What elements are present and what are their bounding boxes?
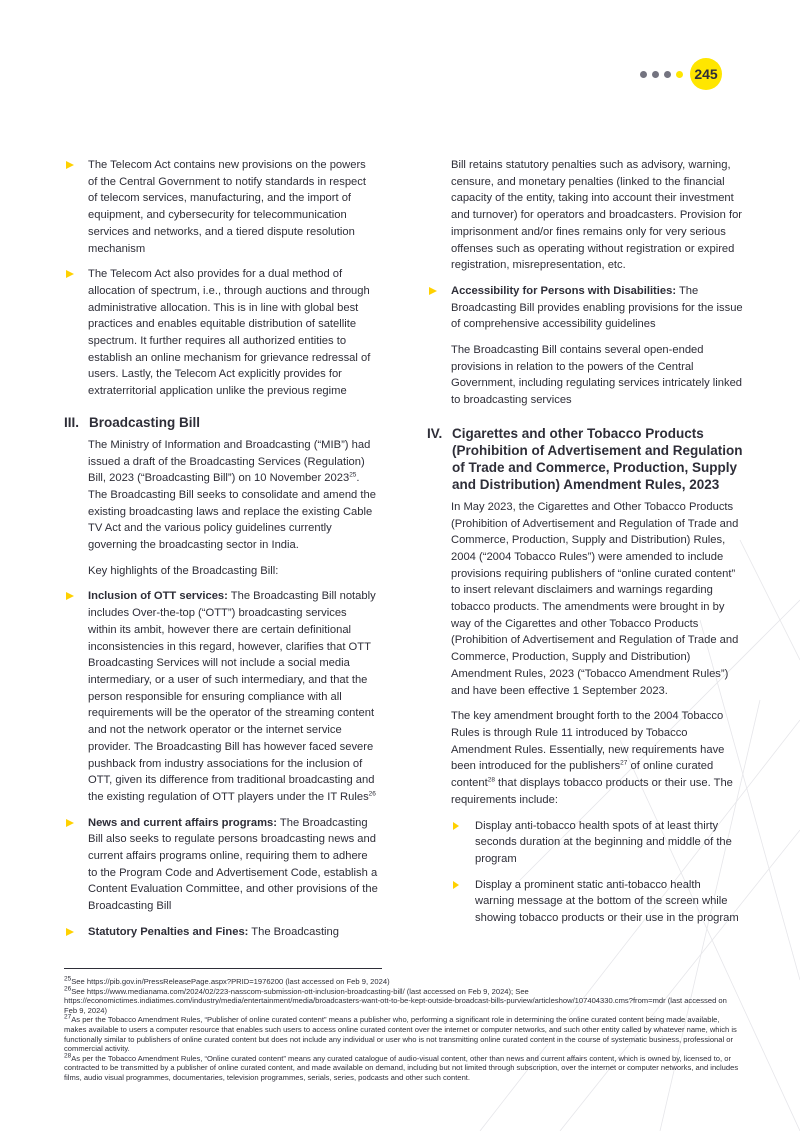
bullet-triangle-icon	[453, 822, 459, 830]
section-number: III.	[64, 414, 80, 430]
footnotes	[64, 977, 740, 1083]
page-number: 245	[690, 58, 722, 90]
bullet-text: The Telecom Act contains new provisions on the powers of the Central Government to notify standards in respect of telecom services, manufacturing, and the import of equipment, and cybersecurity for telecommunication services and networks, and a tiered dispute resolution mechanism	[88, 159, 366, 255]
bullet-item-news	[64, 815, 378, 915]
paragraph-continued: Bill retains statutory penalties such as advisory, warning, censure, and monetary penalties (linked to the financial capacity of the entity, taking into account their investment and turnover) for operators and broadcasters. Provision for imprisonment and/or fines remains only for very serious offenses such as operating without registration or expired registration, misrepresentation, etc.	[451, 159, 743, 272]
section-title: Cigarettes and other Tobacco Products (Prohibition of Advertisement and Regulation of Trade and Commerce, Production, Supply and Distribution) Amendment Rules, 2023	[452, 425, 743, 492]
footnote: $^{28}$As per the Tobacco Amendment Rules, “Online curated content” means any curated catalogue of audio-visual content, other than news and current affairs content, which is owned by, licensed to, or contracted to be transmitted by a publisher of online curated content, and made available on demand, including but not limited through subscription, over the internet or computer networks, and includes films, audio visual programmes, documentaries, television programmes, serials, series, podcasts and other such content.	[64, 1052, 739, 1082]
nav-dot-icon	[640, 71, 647, 78]
bullet-triangle-icon	[66, 270, 74, 278]
section-title: Broadcasting Bill	[89, 414, 201, 430]
footnote: $^{25}$See https://pib.gov.in/PressReleasePage.aspx?PRID=1976200 (last accessed on Feb 9, 2024)	[64, 975, 390, 986]
page-badge	[640, 58, 722, 90]
nav-dot-icon	[664, 71, 671, 78]
bullet-triangle-icon	[429, 287, 437, 295]
nav-dot-icon	[652, 71, 659, 78]
section-heading-broadcasting-bill	[64, 414, 378, 431]
bullet-label: Accessibility for Persons with Disabilities:	[451, 284, 677, 297]
sub-bullet-item	[451, 877, 743, 927]
section-heading-tobacco-rules	[427, 425, 743, 493]
bullet-item	[64, 266, 378, 400]
bullet-triangle-icon	[66, 928, 74, 936]
footnote-ref: 28	[487, 776, 495, 784]
bullet-item-accessibility	[427, 283, 743, 333]
bullet-text: The Telecom Act also provides for a dual method of allocation of spectrum, i.e., through auctions and through administrative allocation. This is in line with global best practices and enables equitable distribution of satellite spectrum. It further requires all authorized entities to establish an online mechanism for grievance redressal of users. Lastly, the Telecom Act explicitly provides for extraterritorial application unlike the previous regime	[88, 268, 371, 398]
bullet-triangle-icon	[66, 592, 74, 600]
paragraph: The Broadcasting Bill contains several open-ended provisions in relation to the powers of the Central Government, including regulating services intricately linked to broadcasting services	[451, 344, 743, 407]
right-column	[427, 157, 743, 936]
bullet-triangle-icon	[453, 881, 459, 889]
footnote: $^{27}$As per the Tobacco Amendment Rules, “Publisher of online curated content” means a publisher who, performing a significant role in determining the online curated content being made available, makes available to users a computer resource that enables such users to access online curated content over the internet or computer networks, and such other entity called by whatever name, which is functionally similar to publishers of online curated content but does not include any individual or user who is not transmitting online curated content in the course of systematic business, professional or commercial activity.	[64, 1013, 737, 1054]
nav-dot-active-icon	[676, 71, 683, 78]
paragraph: The key amendment brought forth to the 2004 Tobacco Rules is through Rule 11 introduced by Tobacco Amendment Rules. Essentially, new requirements have been introduced for the publishers$^{27}$ of online curated content$^{28}$ that displays tobacco products or their use. The requirements include:	[451, 710, 733, 806]
paragraph: In May 2023, the Cigarettes and Other Tobacco Products (Prohibition of Advertisement and Regulation of Trade and Commerce, Production, Supply and Distribution) Rules, 2004 (“2004 Tobacco Rules”) were amended to include provisions requiring publishers of “online curated content” to insert relevant disclaimers and warnings regarding tobacco products. The amendments were brought in by way of the Cigarettes and other Tobacco Products (Prohibition of Advertisement and Regulation of Trade and Commerce, Production, Supply and Distribution) Amendment Rules, 2023 (“Tobacco Amendment Rules”) and have been effective 1 September 2023.	[451, 500, 739, 697]
bullet-label: Statutory Penalties and Fines:	[88, 925, 249, 938]
bullet-triangle-icon	[66, 161, 74, 169]
bullet-label: Inclusion of OTT services:	[88, 590, 228, 603]
footnote: $^{26}$See https://www.medianama.com/2024/02/223-nasscom-submission-ott-inclusion-broadcasting-bill/ (last accessed on Feb 9, 2024); See https://economictimes.indiatimes.com/industry/media/entertainment/media/broadcasters-want-ott-to-be-kept-outside-broadcast-bills-purview/articleshow/107404330.cms?from=mdr (last accessed on Feb 9, 2024)	[64, 985, 727, 1015]
left-column	[64, 157, 378, 950]
bullet-triangle-icon	[66, 819, 74, 827]
paragraph: The Ministry of Information and Broadcasting (“MIB”) had issued a draft of the Broadcasting Services (Regulation) Bill, 2023 (“Broadcasting Bill”) on 10 November 2023$^{25}$. The Broadcasting Bill seeks to consolidate and amend the existing broadcasting laws and replace the existing Cable TV Act and the various policy guidelines currently governing the broadcasting sector in India.	[88, 438, 376, 552]
bullet-label: News and current affairs programs:	[88, 816, 277, 829]
bullet-text: Display anti-tobacco health spots of at least thirty seconds duration at the beginning and middle of the program	[475, 819, 732, 865]
bullet-item-penalties	[64, 924, 378, 941]
footnote-divider	[64, 968, 382, 969]
bullet-item	[64, 157, 378, 257]
footnote-ref: 25	[349, 471, 357, 479]
footnote-ref: 27	[620, 759, 628, 767]
bullet-text: The Broadcasting Bill notably includes Over-the-top (“OTT”) broadcasting services within its ambit, however there are certain definitional inconsistencies in this regard, however, clarifies that OTT Broadcasting Services will not include a social media intermediary, or a user of such intermediary, and that the person responsible for ensuring compliance with all requirements will be the operator of the streaming content and not the network operator or the internet service provider. The Broadcasting Bill has however faced severe pushback from industry associations for the inclusion of OTT, given its difference from traditional broadcasting and the existing regulation of OTT players under the IT Rules	[88, 590, 376, 803]
bullet-text: The Broadcasting	[248, 925, 339, 938]
footnote-ref: 26	[368, 790, 376, 798]
bullet-text: Display a prominent static anti-tobacco health warning message at the bottom of the screen while showing tobacco products or their use in the program	[475, 878, 739, 925]
sub-bullet-list	[427, 818, 743, 927]
paragraph: Key highlights of the Broadcasting Bill:	[88, 564, 279, 577]
sub-bullet-item	[451, 818, 743, 868]
bullet-item-ott	[64, 588, 378, 805]
section-number: IV.	[427, 425, 443, 441]
bullet-text: The Broadcasting Bill also seeks to regulate persons broadcasting news and current affairs programs online, requiring them to adhere to the Program Code and Advertisement Code, establish a Content Evaluation Committee, and other provisions of the Broadcasting Bill	[88, 816, 378, 913]
bullet-text: The Broadcasting Bill provides enabling provisions for the issue of comprehensive accessibility guidelines	[451, 284, 743, 331]
